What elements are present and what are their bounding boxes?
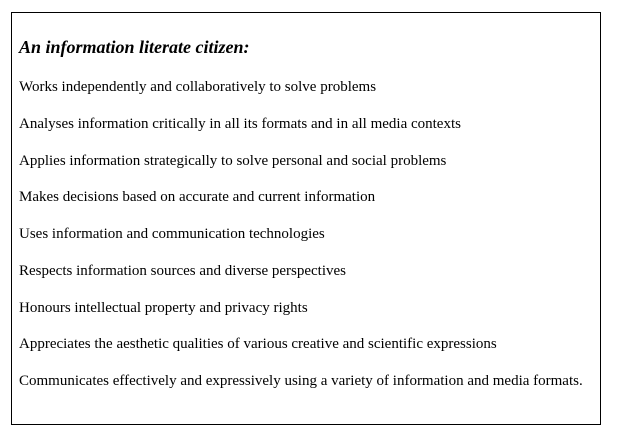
list-item: Appreciates the aesthetic qualities of various creative and scientific expressions (19, 336, 497, 352)
list-item: Uses information and communication technologies (19, 226, 325, 242)
list-item: Communicates effectively and expressively using a variety of information and media formats. (19, 373, 583, 389)
list-item: Makes decisions based on accurate and current information (19, 189, 376, 205)
box-title: An information literate citizen: (19, 37, 250, 57)
info-literacy-box (11, 12, 601, 425)
list-item: Works independently and collaboratively to solve problems (19, 79, 377, 95)
list-item: Applies information strategically to solve personal and social problems (19, 153, 447, 169)
list-item: Honours intellectual property and privacy rights (19, 300, 308, 316)
list-item: Respects information sources and diverse perspectives (19, 263, 346, 279)
list-item: Analyses information critically in all its formats and in all media contexts (19, 116, 461, 132)
